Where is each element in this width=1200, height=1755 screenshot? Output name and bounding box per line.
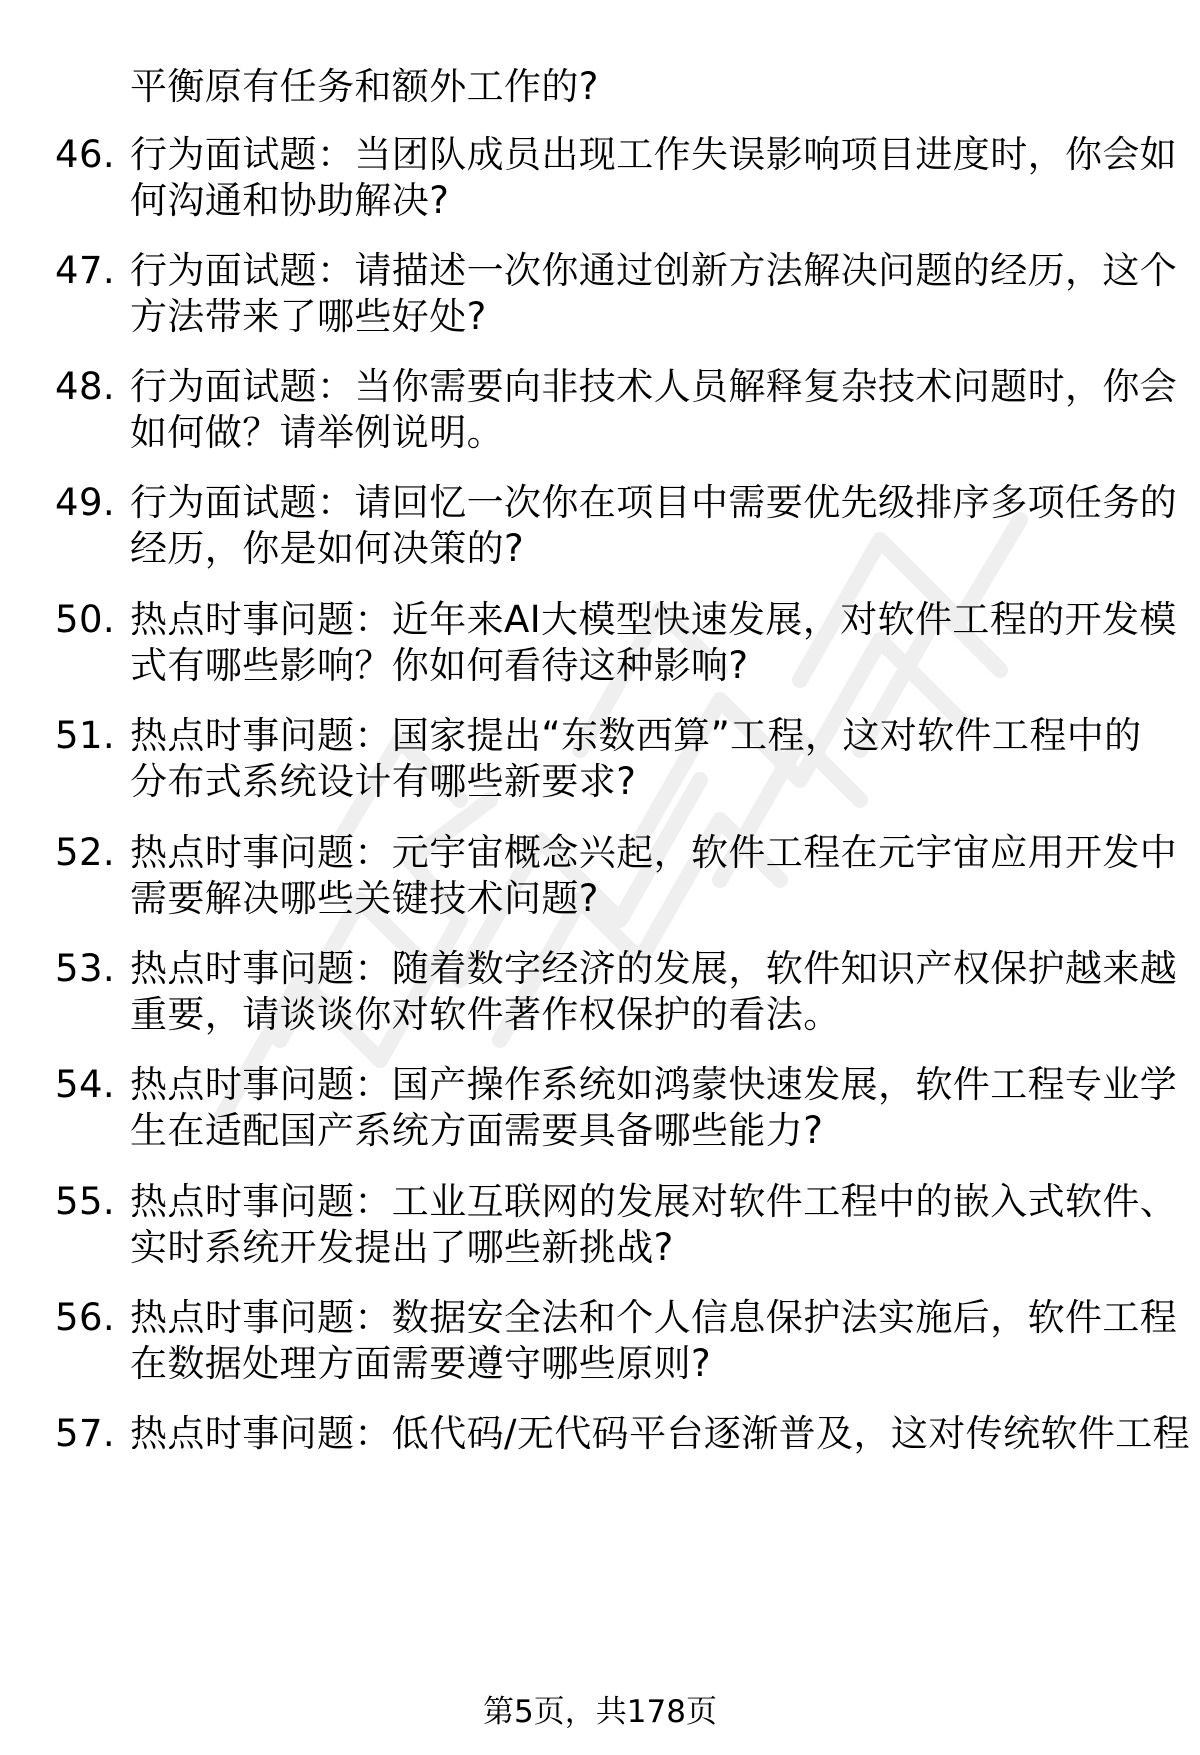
item-number: 47.: [55, 249, 116, 292]
item-number: 57.: [55, 1412, 116, 1455]
item-text-line: 实时系统开发提出了哪些新挑战?: [130, 1226, 674, 1269]
item-text-line: 热点时事问题：随着数字经济的发展，软件知识产权保护越来越: [130, 947, 1178, 990]
item-number: 56.: [55, 1296, 116, 1339]
item-text-line: 分布式系统设计有哪些新要求?: [130, 760, 637, 803]
item-45-continuation: 平衡原有任务和额外工作的?: [130, 65, 599, 108]
item-number: 54.: [55, 1063, 116, 1106]
item-number: 49.: [55, 481, 116, 524]
item-text-line: 何沟通和协助解决?: [130, 179, 450, 222]
item-text-line: 行为面试题：请描述一次你通过创新方法解决问题的经历，这个: [130, 249, 1178, 292]
item-text-line: 如何做？请举例说明。: [130, 411, 504, 454]
item-number: 50.: [55, 598, 116, 641]
item-text-line: 行为面试题：请回忆一次你在项目中需要优先级排序多项任务的: [130, 481, 1178, 524]
item-text-line: 经历，你是如何决策的?: [130, 527, 525, 570]
item-text-line: 重要，请谈谈你对软件著作权保护的看法。: [130, 993, 841, 1036]
item-text-line: 热点时事问题：数据安全法和个人信息保护法实施后，软件工程: [130, 1296, 1178, 1339]
item-number: 55.: [55, 1180, 116, 1223]
item-text-line: 热点时事问题：近年来AI大模型快速发展，对软件工程的开发模: [130, 598, 1177, 641]
item-text-line: 行为面试题：当你需要向非技术人员解释复杂技术问题时，你会: [130, 365, 1178, 408]
item-number: 53.: [55, 947, 116, 990]
item-text-line: 式有哪些影响？你如何看待这种影响?: [130, 644, 749, 687]
item-text-line: 行为面试题：当团队成员出现工作失误影响项目进度时，你会如: [130, 133, 1178, 176]
item-text-line: 热点时事问题：国家提出“东数西算”工程，这对软件工程中的: [130, 714, 1142, 757]
item-text-line: 热点时事问题：国产操作系统如鸿蒙快速发展，软件工程专业学: [130, 1063, 1178, 1106]
item-text-line: 需要解决哪些关键技术问题?: [130, 877, 599, 920]
item-text-line: 生在适配国产系统方面需要具备哪些能力?: [130, 1109, 824, 1152]
item-text-line: 热点时事问题：低代码/无代码平台逐渐普及，这对传统软件工程: [130, 1412, 1191, 1455]
item-number: 51.: [55, 714, 116, 757]
item-text-line: 在数据处理方面需要遵守哪些原则?: [130, 1342, 712, 1385]
item-number: 52.: [55, 831, 116, 874]
item-text-line: 热点时事问题：工业互联网的发展对软件工程中的嵌入式软件、: [130, 1180, 1178, 1223]
item-number: 48.: [55, 365, 116, 408]
item-number: 46.: [55, 133, 116, 176]
item-text-line: 方法带来了哪些好处?: [130, 295, 487, 338]
page-number-footer: 第5页，共178页: [483, 1694, 717, 1730]
item-text-line: 热点时事问题：元宇宙概念兴起，软件工程在元宇宙应用开发中: [130, 831, 1178, 874]
